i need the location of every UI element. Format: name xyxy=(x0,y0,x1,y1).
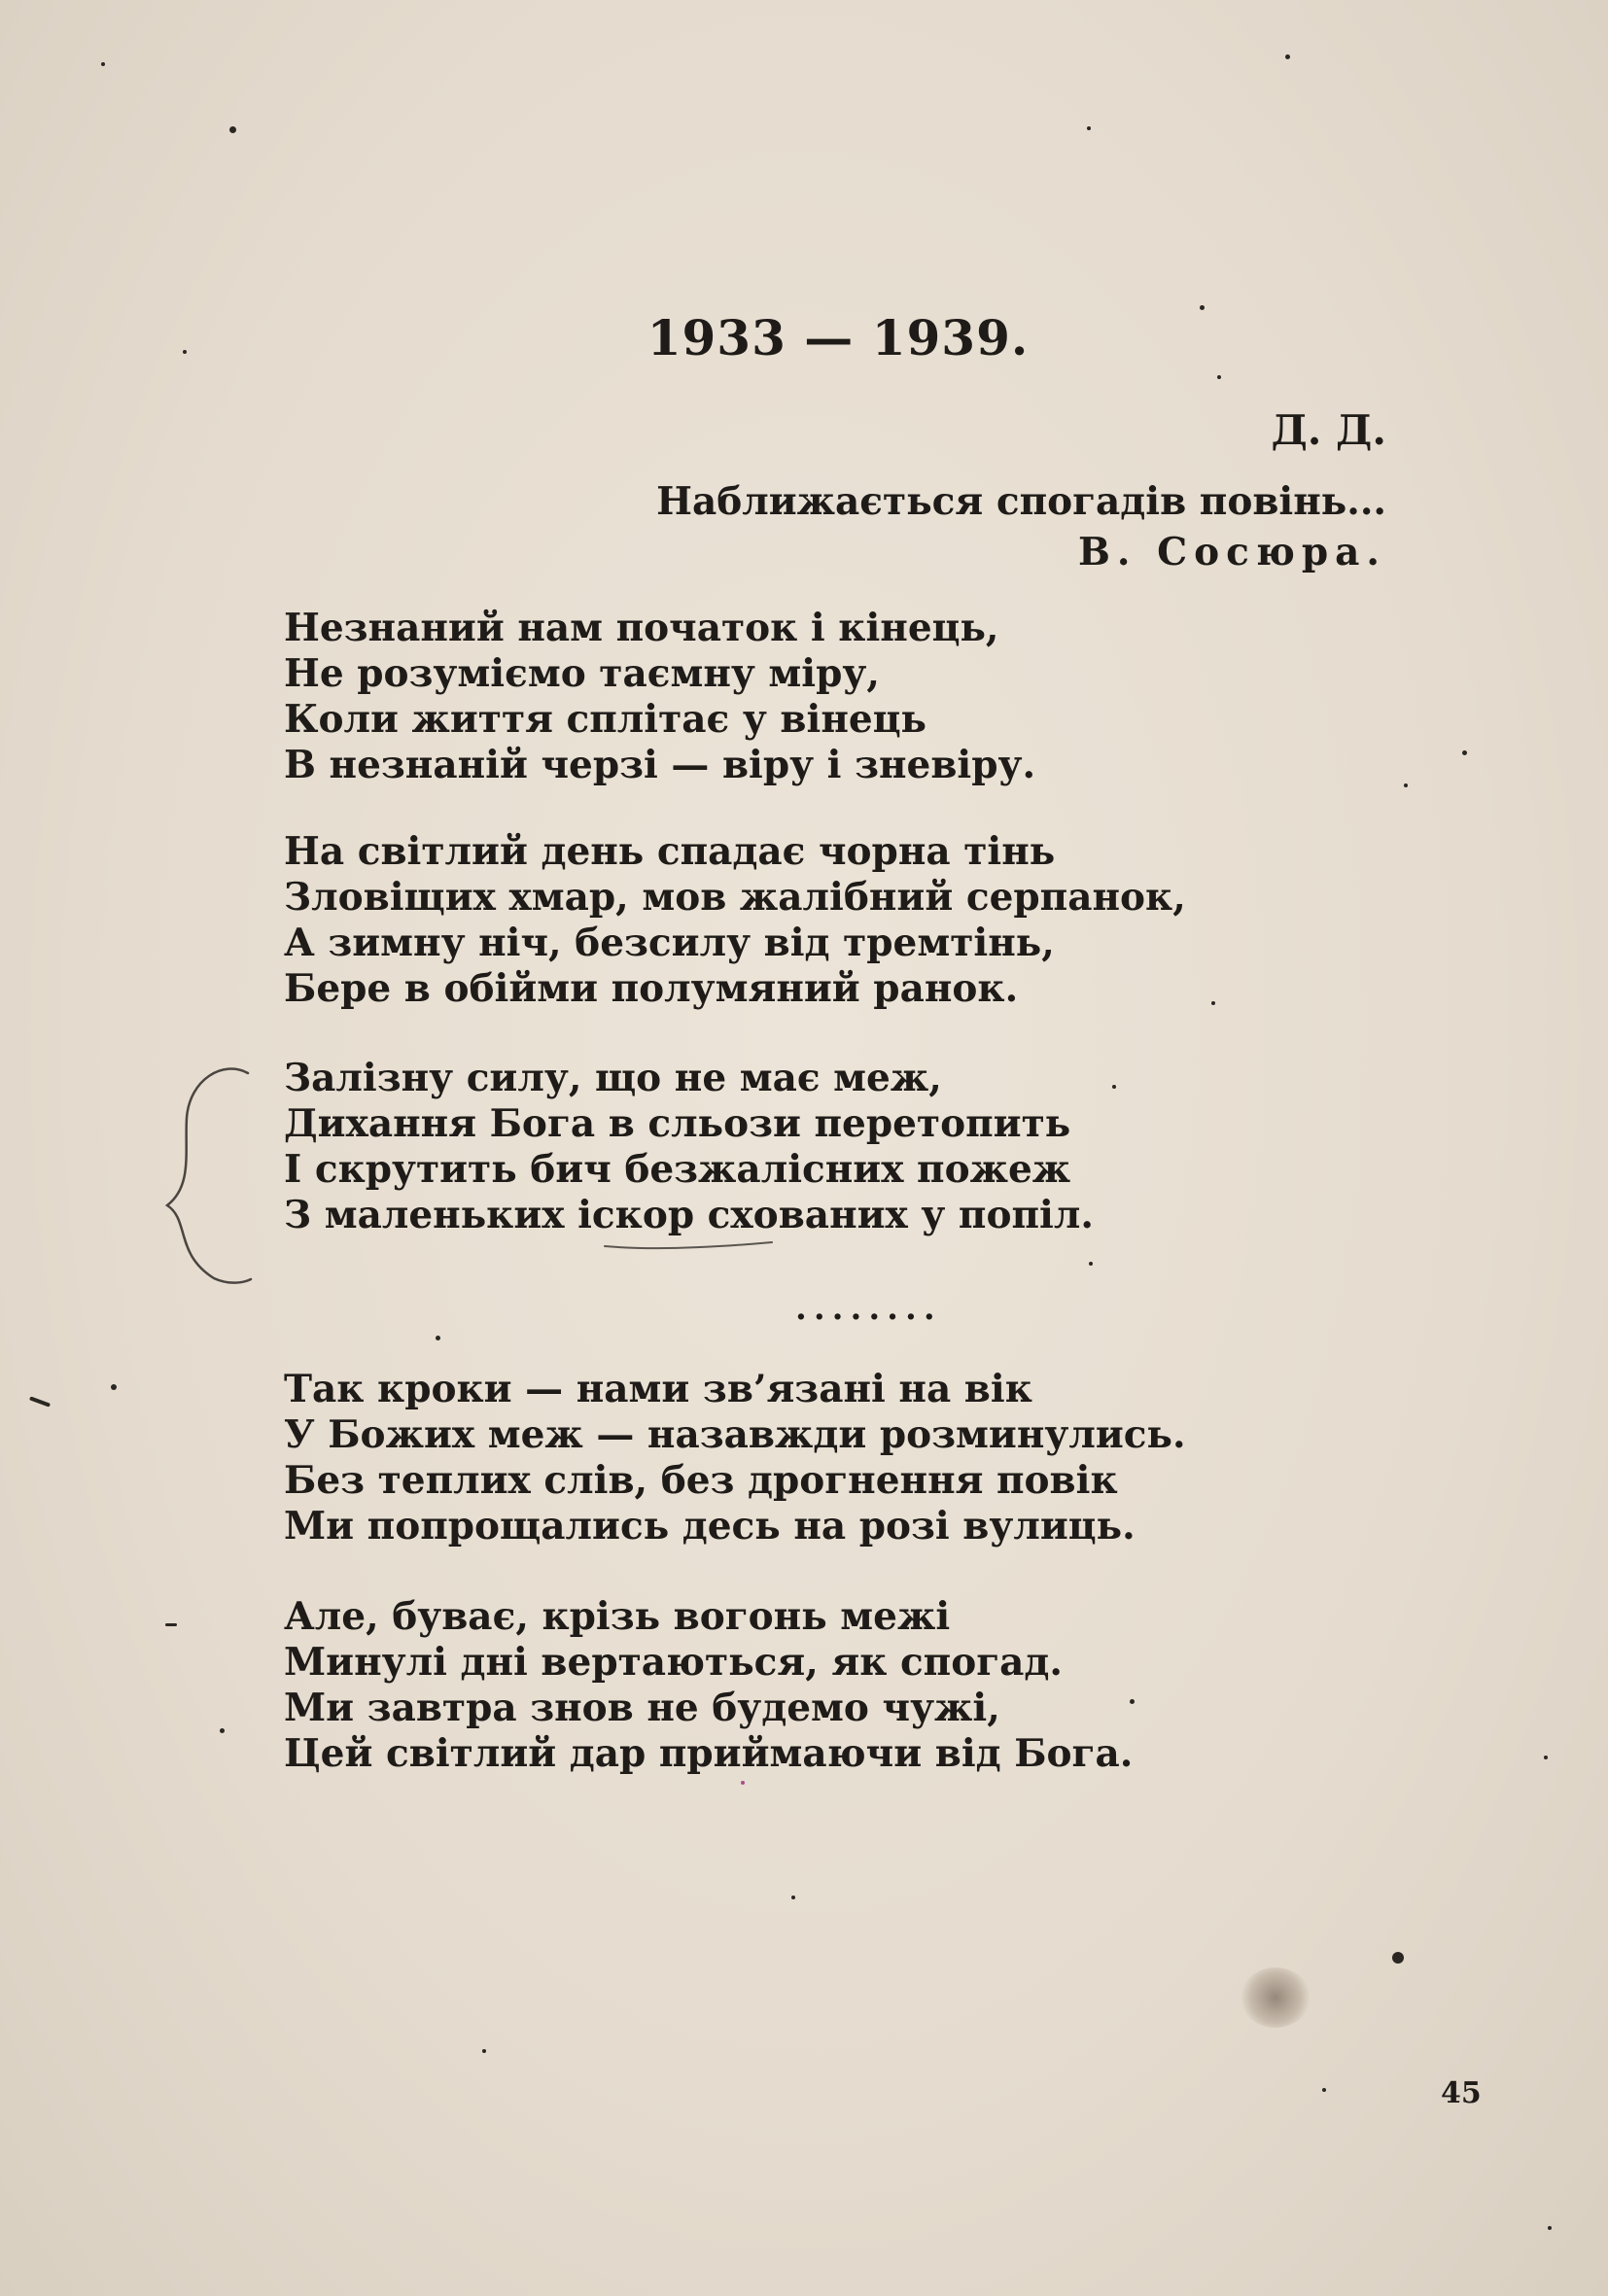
verse-line: Ми завтра знов не будемо чужі, xyxy=(284,1686,1000,1730)
verse-line: Незнаний нам початок і кінець, xyxy=(284,606,999,650)
paper-speck xyxy=(1392,1952,1404,1964)
verse-line: А зимну ніч, безсилу від тремтінь, xyxy=(284,921,1055,965)
page-number: 45 xyxy=(1441,2076,1482,2110)
verse-line: Минулі дні вертаються, як спогад. xyxy=(284,1640,1063,1685)
verse-line: Цей світлий дар приймаючи від Бога. xyxy=(284,1731,1134,1776)
paper-speck xyxy=(1130,1699,1135,1704)
verse-line: На світлий день спадає чорна тінь xyxy=(284,829,1056,874)
verse-line: Зловіщих хмар, мов жалібний серпанок, xyxy=(284,875,1186,920)
paper-speck xyxy=(183,350,187,354)
verse-line: І скрутить бич безжалісних пожеж xyxy=(284,1147,1071,1192)
poem-title: 1933 — 1939. xyxy=(647,309,1030,366)
stanza-1 xyxy=(284,606,1035,788)
stanza-5 xyxy=(284,1594,1133,1777)
paper-speck xyxy=(1462,750,1467,755)
epigraph-author: В. Сосюра. xyxy=(1077,530,1386,574)
paper-speck xyxy=(1200,305,1205,310)
paper-speck xyxy=(1544,1756,1548,1759)
paper-speck xyxy=(436,1336,440,1340)
verse-line: Без теплих слів, без дрогнення повік xyxy=(284,1458,1118,1503)
paper-speck xyxy=(482,2049,486,2053)
paper-speck xyxy=(111,1384,117,1390)
stanza-4 xyxy=(284,1367,1186,1549)
dedication: Д. Д. xyxy=(1271,406,1386,454)
paper-speck xyxy=(165,1623,177,1626)
paper-speck xyxy=(1217,375,1221,379)
paper-speck xyxy=(229,126,236,133)
verse-line: З маленьких іскор схованих у попіл. xyxy=(284,1193,1094,1237)
verse-line: Так кроки — нами зв’язані на вік xyxy=(284,1367,1032,1411)
paper-speck xyxy=(1112,1085,1116,1089)
paper-speck xyxy=(220,1728,225,1733)
paper-stain xyxy=(1241,1967,1311,2028)
verse-line: В незнаній черзі — віру і зневіру. xyxy=(284,743,1036,787)
paper-speck xyxy=(101,62,105,66)
paper-speck xyxy=(1322,2088,1326,2092)
epigraph xyxy=(656,476,1386,577)
verse-line: Бере в обійми полумяний ранок. xyxy=(284,966,1019,1011)
pencil-underline-mark xyxy=(601,1236,776,1256)
verse-line: Ми попрощались десь на розі вулиць. xyxy=(284,1504,1136,1548)
paper-speck xyxy=(1089,1262,1093,1266)
paper-speck xyxy=(791,1896,795,1899)
paper-speck xyxy=(1211,1001,1215,1005)
stanza-3 xyxy=(284,1056,1094,1238)
stanza-2 xyxy=(284,829,1186,1012)
paper-speck xyxy=(1404,783,1408,787)
pencil-bracket-mark xyxy=(146,1060,262,1293)
paper-speck xyxy=(29,1396,51,1407)
verse-line: Залізну силу, що не має меж, xyxy=(284,1056,942,1100)
paper-speck xyxy=(1548,2226,1552,2230)
paper-speck xyxy=(1087,126,1091,130)
verse-line: Дихання Бога в сльози перетопить xyxy=(284,1101,1071,1146)
verse-line: Не розуміємо таємну міру, xyxy=(284,651,880,696)
stanza-separator: ........ xyxy=(795,1289,942,1328)
epigraph-line: Наближається спогадів повінь... xyxy=(656,479,1386,524)
paper-speck xyxy=(1285,54,1290,59)
verse-line: У Божих меж — назавжди розминулись. xyxy=(284,1412,1186,1457)
verse-line: Коли життя сплітає у вінець xyxy=(284,697,926,742)
verse-line: Але, буває, крізь вогонь межі xyxy=(284,1594,951,1639)
paper-speck xyxy=(741,1781,745,1785)
